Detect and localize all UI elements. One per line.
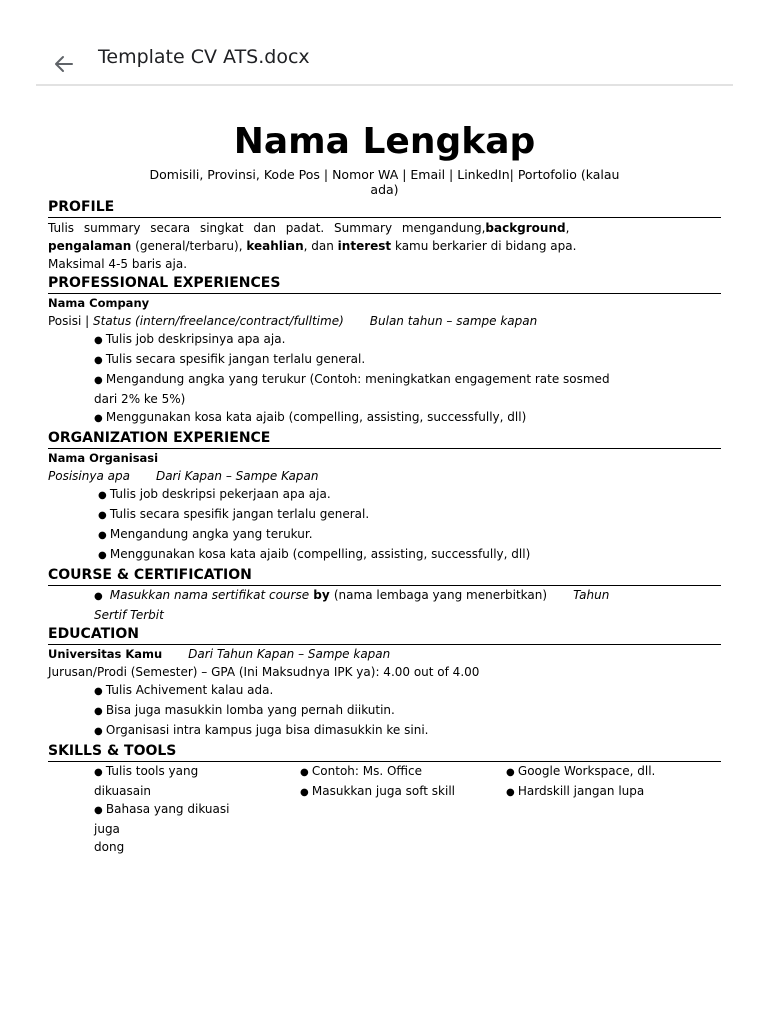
profile-keyword-background: background: [485, 221, 566, 235]
profile-text: kamu berkarier di bidang apa.: [391, 239, 577, 253]
document-title: Template CV ATS.docx: [98, 46, 310, 68]
contact-line-2: ada): [370, 182, 399, 197]
profile-heading: PROFILE: [48, 198, 721, 218]
contact-line-1: Domisili, Provinsi, Kode Pos | Nomor WA | Email | LinkedIn| Portofolio (kalau: [149, 167, 620, 182]
school-name: Universitas Kamu: [48, 647, 163, 661]
back-arrow-icon[interactable]: [50, 50, 78, 78]
course-issuer: (nama lembaga yang menerbitkan): [333, 588, 548, 602]
list-item: ● Bahasa yang dikuasi juga: [94, 800, 254, 838]
experience-heading: PROFESSIONAL EXPERIENCES: [48, 274, 721, 294]
list-item-continuation: dong: [94, 840, 125, 854]
profile-line-3: Maksimal 4-5 baris aja.: [48, 257, 188, 271]
organization-period: Dari Kapan – Sampe Kapan: [155, 469, 319, 483]
education-heading: EDUCATION: [48, 625, 721, 645]
skills-column-1: [48, 762, 254, 856]
list-item: ● Menggunakan kosa kata ajaib (compelling, assisting, successfully, dll): [48, 545, 721, 565]
profile-keyword-keahlian: keahlian: [246, 239, 304, 253]
list-item: ● Tulis Achivement kalau ada.: [48, 681, 721, 701]
course-year: Tahun: [573, 588, 610, 602]
cv-name: Nama Lengkap: [233, 121, 536, 162]
list-item: ● Google Workspace, dll.: [506, 762, 676, 782]
position-label: Posisi |: [48, 314, 93, 328]
profile-text: (general/terbaru),: [131, 239, 247, 253]
skills-table: [48, 762, 721, 856]
cv-contact: [135, 167, 635, 197]
organization-position: Posisinya apa: [48, 469, 130, 483]
list-item: ● Mengandung angka yang terukur.: [48, 525, 721, 545]
course-by: by: [309, 588, 334, 602]
company-name: Nama Company: [48, 296, 150, 310]
list-item: ● Tulis tools yang: [94, 762, 254, 782]
list-item: ● Tulis job deskripsinya apa aja.: [48, 330, 721, 350]
cv-document: [48, 118, 721, 856]
position-period: Bulan tahun – sampe kapan: [369, 314, 538, 328]
viewer-header: [36, 40, 733, 86]
list-item: ● Contoh: Ms. Office: [300, 762, 460, 782]
course-item-continuation: Sertif Terbit: [94, 608, 164, 622]
education-major: Jurusan/Prodi (Semester) – GPA (Ini Maksudnya IPK ya): 4.00 out of 4.00: [48, 665, 480, 679]
position-line: [48, 312, 721, 330]
organization-position-line: [48, 467, 721, 485]
profile-comma: ,: [565, 221, 570, 235]
course-name: Masukkan nama sertifikat course: [109, 588, 310, 602]
profile-keyword-interest: interest: [337, 239, 392, 253]
profile-line-1: [48, 219, 570, 237]
list-item: ● Bisa juga masukkin lomba yang pernah diikutin.: [48, 701, 721, 721]
skills-heading: SKILLS & TOOLS: [48, 742, 721, 762]
education-school-line: [48, 645, 721, 663]
list-item: ● Hardskill jangan lupa: [506, 782, 676, 802]
course-heading: COURSE & CERTIFICATION: [48, 566, 721, 586]
list-item: ● Menggunakan kosa kata ajaib (compelling, assisting, successfully, dll): [48, 408, 721, 428]
list-item: ● Tulis job deskripsi pekerjaan apa aja.: [48, 485, 721, 505]
list-item: ● Mengandung angka yang terukur (Contoh: meningkatkan engagement rate sosmed: [48, 370, 721, 390]
school-period: Dari Tahun Kapan – Sampe kapan: [188, 647, 391, 661]
list-item: ● Masukkan juga soft skill: [300, 782, 460, 802]
profile-line-2: [48, 237, 721, 255]
list-item: ● Organisasi intra kampus juga bisa dimasukkin ke sini.: [48, 721, 721, 741]
list-item: ● Tulis secara spesifik jangan terlalu general.: [48, 505, 721, 525]
course-item: [48, 586, 721, 606]
organization-name: Nama Organisasi: [48, 451, 159, 465]
list-item-continuation: dikuasain: [94, 784, 152, 798]
list-item: ● Tulis secara spesifik jangan terlalu general.: [48, 350, 721, 370]
profile-text: Tulis summary secara singkat dan padat. Summary mengandung,: [48, 221, 486, 235]
skills-column-2: [254, 762, 460, 856]
skills-column-3: [460, 762, 676, 856]
position-status: Status (intern/freelance/contract/fulltime): [93, 314, 344, 328]
organization-heading: ORGANIZATION EXPERIENCE: [48, 429, 721, 449]
profile-keyword-pengalaman: pengalaman: [48, 239, 132, 253]
profile-text: , dan: [303, 239, 338, 253]
list-item-continuation: dari 2% ke 5%): [94, 392, 186, 406]
